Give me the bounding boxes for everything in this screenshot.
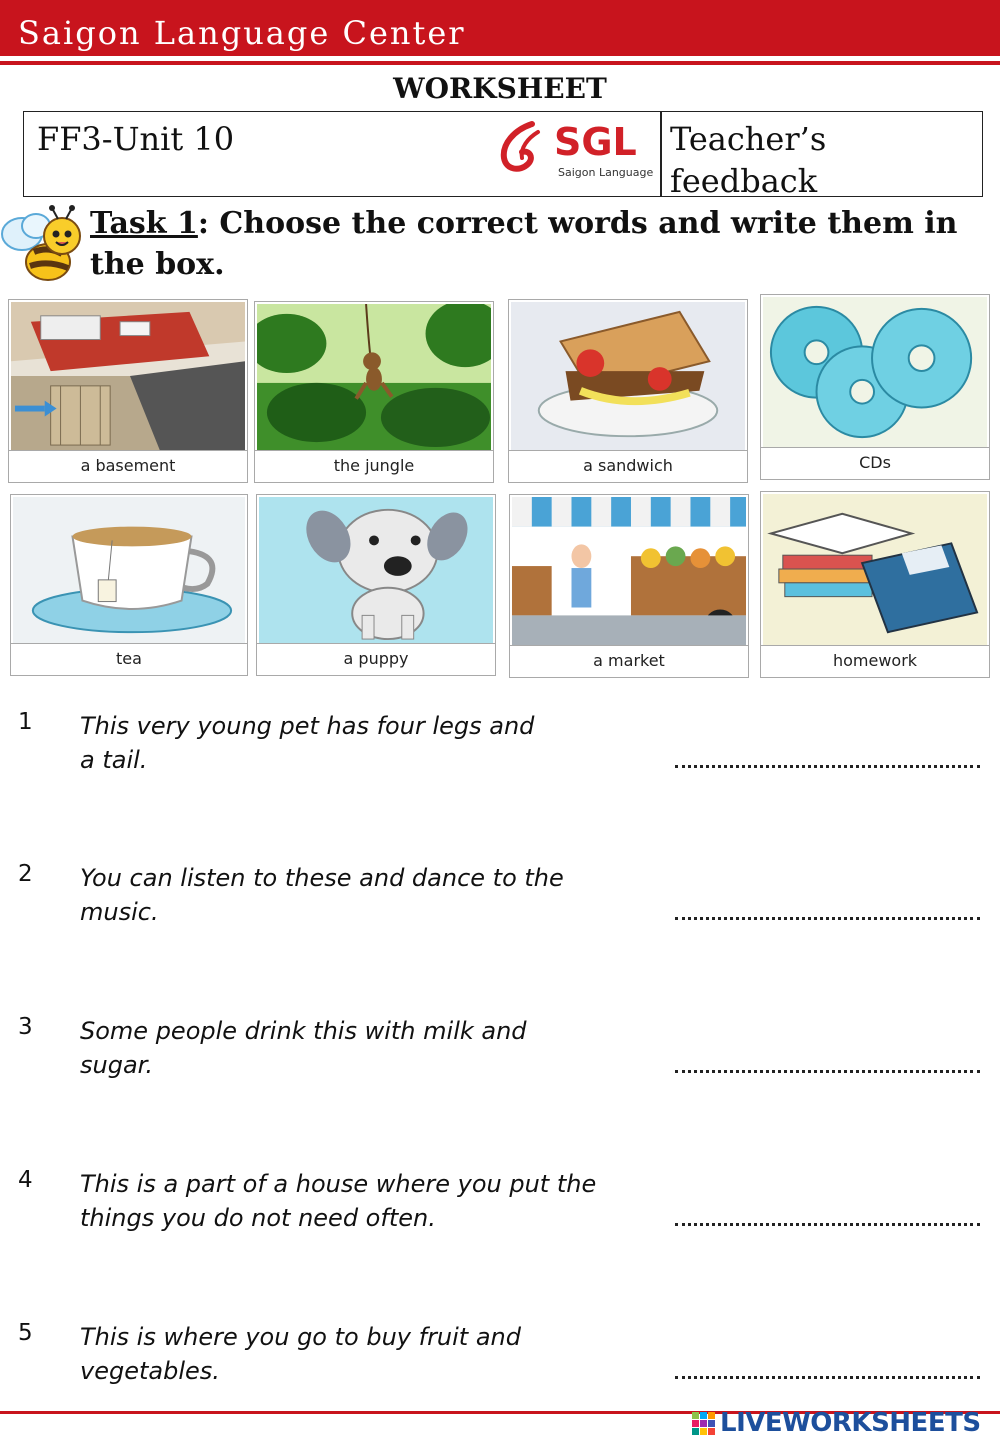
sgl-swirl-icon <box>494 118 556 180</box>
worksheet-title: WORKSHEET <box>393 72 607 105</box>
logo-text: SGL <box>554 120 637 164</box>
answer-line-4[interactable] <box>675 1223 980 1226</box>
market-illustration <box>512 497 746 645</box>
info-divider <box>660 112 662 196</box>
picture-caption: the jungle <box>255 450 493 482</box>
header-bar <box>0 0 1000 56</box>
homework-illustration <box>763 494 987 645</box>
question-1 <box>0 709 1000 819</box>
answer-line-1[interactable] <box>675 765 980 768</box>
question-number: 2 <box>18 861 33 887</box>
picture-card-market <box>509 494 749 678</box>
sandwich-illustration <box>511 302 745 450</box>
task-label: Task 1 <box>90 206 198 241</box>
question-text: This is a part of a house where you put the things you do not need often. <box>80 1170 597 1232</box>
watermark-text: LIVEWORKSHEETS <box>720 1408 981 1438</box>
teacher-feedback-label: Teacher’s feedback <box>670 120 827 200</box>
picture-caption: a basement <box>9 450 247 482</box>
task-instruction <box>90 203 995 285</box>
logo-subtext: Saigon Language <box>558 166 654 179</box>
question-text: This very young pet has four legs and a tail. <box>80 712 535 774</box>
picture-card-sandwich <box>508 299 748 483</box>
picture-caption: tea <box>11 643 247 675</box>
question-4 <box>0 1167 1000 1277</box>
picture-caption: a market <box>510 645 748 677</box>
picture-card-tea <box>10 494 248 676</box>
puppy-illustration <box>259 497 493 643</box>
answer-line-2[interactable] <box>675 917 980 920</box>
basement-illustration <box>11 302 245 450</box>
picture-card-puppy <box>256 494 496 676</box>
picture-card-basement <box>8 299 248 483</box>
answer-line-3[interactable] <box>675 1070 980 1073</box>
question-3 <box>0 1014 1000 1124</box>
picture-caption: a sandwich <box>509 450 747 482</box>
liveworksheets-logo-icon <box>692 1412 716 1436</box>
question-text: This is where you go to buy fruit and vegetables. <box>80 1323 521 1385</box>
question-number: 5 <box>18 1320 33 1346</box>
liveworksheets-watermark <box>692 1406 992 1440</box>
question-number: 4 <box>18 1167 33 1193</box>
jungle-illustration <box>257 304 491 450</box>
question-number: 1 <box>18 709 33 735</box>
picture-caption: homework <box>761 645 989 677</box>
sgl-logo <box>494 118 654 182</box>
picture-card-cds <box>760 294 990 480</box>
tea-illustration <box>13 497 245 643</box>
question-2 <box>0 861 1000 971</box>
cds-illustration <box>763 297 987 447</box>
brand-name: Saigon Language Center <box>18 14 466 52</box>
picture-card-homework <box>760 491 990 678</box>
bee-icon <box>0 204 90 288</box>
answer-line-5[interactable] <box>675 1376 980 1379</box>
picture-caption: CDs <box>761 447 989 479</box>
task-text: : Choose the correct words and write them in the box. <box>90 206 958 282</box>
picture-card-jungle <box>254 301 494 483</box>
question-text: Some people drink this with milk and sugar. <box>80 1017 527 1079</box>
question-text: You can listen to these and dance to the music. <box>80 864 564 926</box>
question-number: 3 <box>18 1014 33 1040</box>
unit-label: FF3-Unit 10 <box>37 120 235 158</box>
picture-caption: a puppy <box>257 643 495 675</box>
header-divider <box>0 61 1000 65</box>
info-box <box>23 111 983 200</box>
